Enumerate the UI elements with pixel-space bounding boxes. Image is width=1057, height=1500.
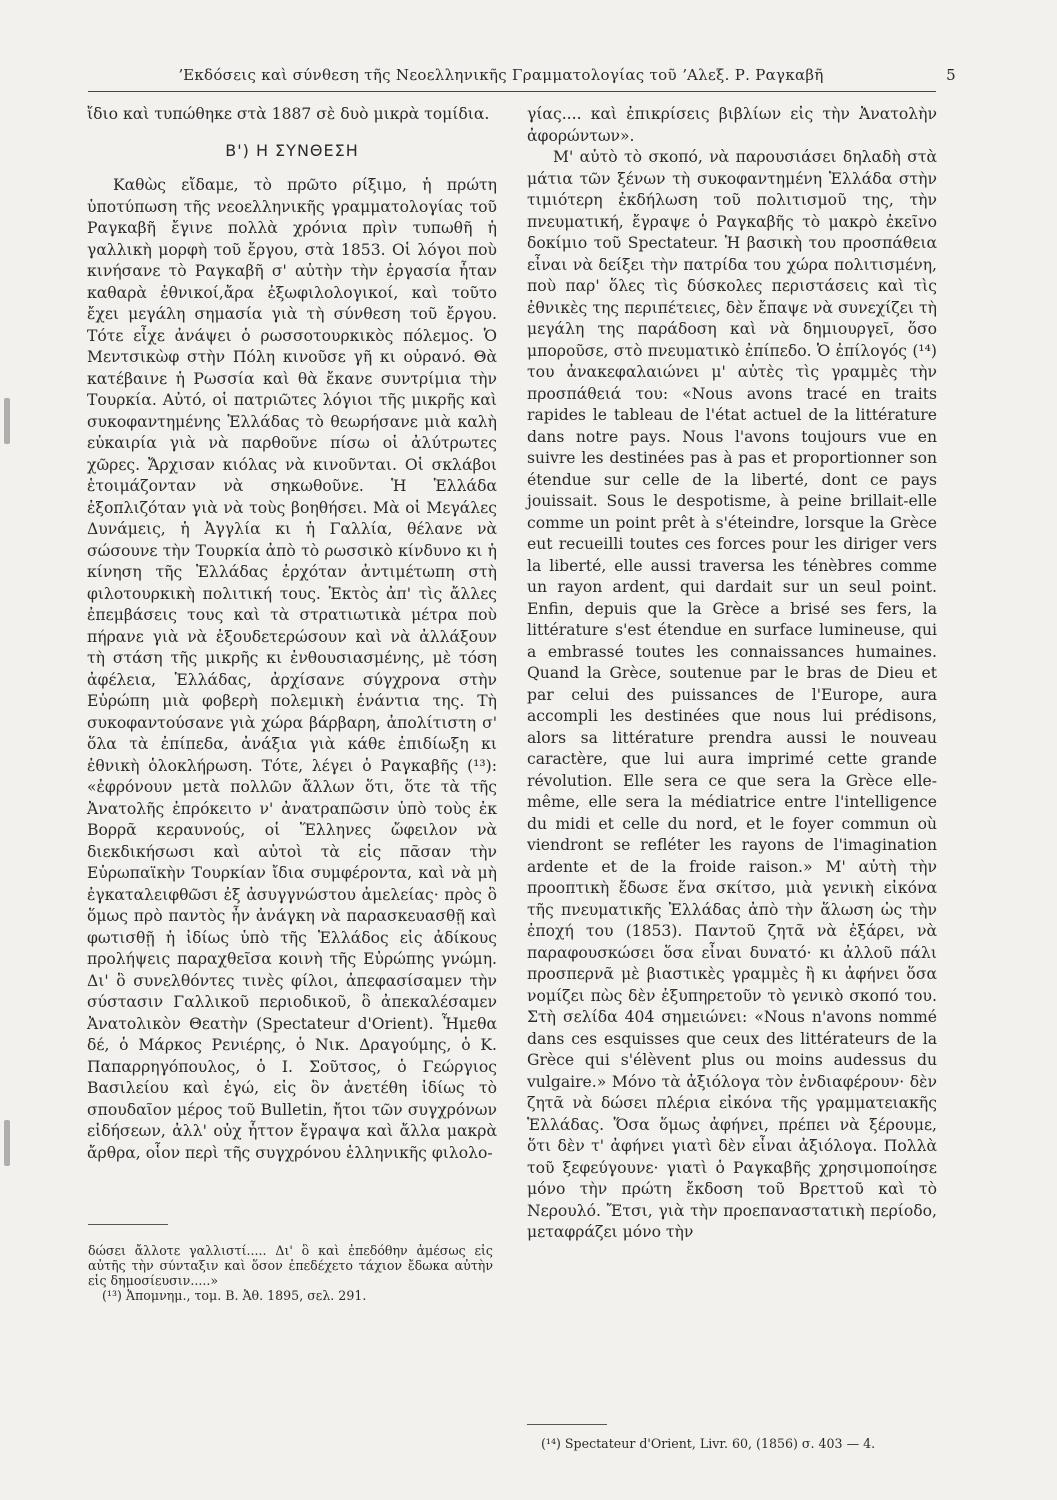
footnote-rule <box>527 1424 607 1425</box>
page-number: 5 <box>946 66 956 84</box>
footnote-rule <box>88 1224 168 1225</box>
body-paragraph-continuation: γίας.... καὶ ἐπικρίσεις βιβλίων εἰς τὴν Ἀνατολὴν ἀφορώντων». <box>527 105 937 145</box>
footnote-13: (¹³) Ἀπομνημ., τομ. Β. Ἀθ. 1895, σελ. 291. <box>102 1288 367 1303</box>
binding-mark <box>4 398 10 444</box>
left-column <box>87 104 497 1164</box>
running-head <box>86 66 956 90</box>
footnote-14: (¹⁴) Spectateur d'Orient, Livr. 60, (1856) σ. 403 — 4. <box>541 1436 876 1451</box>
binding-mark <box>4 1120 10 1166</box>
intro-text: ἴδιο καὶ τυπώθηκε στὰ 1887 σὲ δυὸ μικρὰ τομίδια. <box>87 105 490 123</box>
footnote-continuation: δώσει ἄλλοτε γαλλιστί..... Δι' ὃ καὶ ἐπεδόθην ἀμέσως εἰς αὐτῆς τὴν σύνταξιν καὶ ὅσον ἐπεδέχετο τάχιον ἔδωκα αὐτὴν εἰς δημοσίευσιν.....» <box>88 1243 493 1288</box>
running-title: ʼΕκδόσεις καὶ σύνθεση τῆς Νεοελληνικῆς Γραμματολογίας τοῦ ʼΑλεξ. Ρ. Ραγκαβῆ <box>178 66 824 84</box>
header-rule <box>88 91 936 92</box>
right-column <box>527 104 937 1244</box>
left-footnotes <box>88 1243 493 1303</box>
body-paragraph: Μ' αὐτὸ τὸ σκοπό, νὰ παρουσιάσει δηλαδὴ στὰ μάτια τῶν ξένων τὴ συκοφαντημένη Ἑλλάδα στὴν τιμιότερη ἐκδήλωση τοῦ πολιτισμοῦ της, τὴν πνευματική, ἔγραψε ὁ Ραγκαβῆς τὸ μακρὸ ἐκεῖνο δοκίμιο τοῦ Spectateur. Ἡ βασικὴ του προσπάθεια εἶναι νὰ δείξει τὴν πατρίδα του χώρα πολιτισμένη, ποὺ παρ' ὅλες τὶς δύσκολες περιστάσεις καὶ τὶς ἐθνικὲς της περιπέτειες, δὲν ἔπαψε νὰ συνεχίζει τὴ μεγάλη της παράδοση καὶ νὰ δημιουργεῖ, ὅσο μποροῦσε, στὸ πνευματικὸ ἐπίπεδο. Ὁ ἐπίλογός (¹⁴) του ἀνακεφαλαιώνει μ' αὐτὲς τὶς γραμμὲς τὴν προσπάθειά του: «Nous avons tracé en traits rapides le tableau de l'état actuel de la littérature dans notre pays. Nous l'avons toujours vue en suivre les destinées pas à pas et proportionner son étendue sur celle de la liberté, dont ce pays jouissait. Sous le despotisme, à peine brillait-elle comme un point prêt à s'éteindre, lorsque la Grèce eut recueilli toutes ces forces pour les diriger vers la liberté, elle aussi traversa les ténèbres comme un rayon ardent, qui dardait sur un seul point. Enfin, depuis que la Grèce a brisé ses fers, la littérature s'est étendue en surface lumineuse, qui a embrassé toutes les connaissances humaines. Quand la Grèce, soutenue par le bras de Dieu et par celui des puissances de l'Europe, aura accompli les destinées que nous lui prédisons, alors sa littérature prendra aussi le nouveau caractère, que lui aura imprimé cette grande révolution. Elle sera ce que sera la Grèce elle-même, elle sera la médiatrice entre l'intelligence du midi et celle du nord, et le foyer commun où viendront se refléter les rayons de l'imagination ardente et de la froide raison.» Μ' αὐτὴ τὴν προοπτικὴ ἔδωσε ἕνα σκίτσο, μιὰ γενικὴ εἰκόνα τῆς πνευματικῆς Ἑλλάδας ἀπὸ τὴν ἅλωση ὡς τὴν ἐποχή του (1853). Παντοῦ ζητᾶ νὰ ἐξάρει, νὰ παραφουσκώσει ὅσα εἶναι δυνατό· κι ἀλλοῦ πάλι προσπερνᾶ μὲ βιαστικὲς γραμμὲς ἢ κι ἀφήνει ὅσα νομίζει πὼς δὲν ἐξυπηρετοῦν τὸ γενικὸ σκοπό του. Στὴ σελίδα 404 σημειώνει: «Nous n'avons nommé dans ces esquisses que ceux des littérateurs de la Grèce qui s'élèvent plus ou moins audessus du vulgaire.» Μόνο τὰ ἀξιόλογα τὸν ἐνδιαφέρουν· δὲν ζητᾶ νὰ δώσει πλέρια εἰκόνα τῆς γραμματειακῆς Ἑλλάδας. Ὅσα ὅμως ἀφήνει, πρέπει νὰ ξέρουμε, ὅτι δὲν τ' ἀφήνει γιατὶ δὲν εἶναι ἀξιόλογα. Πολλὰ τοῦ ξεφεύγουνε· γιατὶ ὁ Ραγκαβῆς χρησιμοποίησε μόνο τὴν πρώτη ἔκδοση τοῦ Βρεττοῦ καὶ τὸ Νερουλό. Ἔτσι, γιὰ τὴν προεπαναστατικὴ περίοδο, μεταφράζει μόνο τὴν <box>527 148 937 1241</box>
section-heading: Β') Η ΣΥΝΘΕΣΗ <box>225 140 359 160</box>
body-paragraph: Καθὼς εἴδαμε, τὸ πρῶτο ρίξιμο, ἡ πρώτη ὑποτύπωση τῆς νεοελληνικῆς γραμματολογίας τοῦ Ραγκαβῆ ἔγινε πολλὰ χρόνια πρὶν τυπωθῆ ἡ γαλλικὴ μορφὴ τοῦ ἔργου, στὰ 1853. Οἱ λόγοι ποὺ κινήσανε τὸ Ραγκαβῆ σ' αὐτὴν τὴν ἐργασία ἦταν καθαρὰ ἐθνικοί,ἄρα ἐξωφιλολογικοί, καὶ τοῦτο ἔχει μεγάλη σημασία γιὰ τὴ σύνθεση τοῦ ἔργου. Τότε εἶχε ἀνάψει ὁ ρωσσοτουρκικὸς πόλεμος. Ὁ Μεντσικὼφ στὴν Πόλη κινοῦσε γῆ κι οὐρανό. Θὰ κατέβαινε ἡ Ρωσσία καὶ θὰ ἔκανε συντρίμια τὴν Τουρκία. Αὐτό, οἱ πατριῶτες λόγιοι τῆς μικρῆς καὶ συκοφαντημένης Ἑλλάδας τὸ θεωρήσανε μιὰ καλὴ εὐκαιρία γιὰ νὰ παρθοῦνε πίσω οἱ ἀλύτρωτες χῶρες. Ἄρχισαν κιόλας νὰ κινοῦνται. Οἱ σκλάβοι ἑτοιμάζονταν νὰ σηκωθοῦνε. Ἡ Ἑλλάδα ἐξοπλιζόταν γιὰ νὰ τοὺς βοηθήσει. Μὰ οἱ Μεγάλες Δυνάμεις, ἡ Ἀγγλία κι ἡ Γαλλία, θέλανε νὰ σώσουνε τὴν Τουρκία ἀπὸ τὸ ρωσσικὸ κίνδυνο κι ἡ κίνηση τῆς Ἑλλάδας ἐρχόταν ἀντιμέτωπη στὴ φιλοτουρκικὴ πολιτική τους. Ἐκτὸς ἀπ' τὶς ἄλλες ἐπεμβάσεις τους καὶ τὰ στρατιωτικὰ μέτρα ποὺ πήρανε γιὰ νὰ ἐξουδετερώσουν καὶ νὰ ἀλλάξουν τὴ στάση τῆς μικρῆς κι ἐνθουσιασμένης, μὲ τόση ἀφέλεια, Ἑλλάδας, ἀρχίσανε σύγχρονα στὴν Εὐρώπη μιὰ φοβερὴ πολεμικὴ ἐνάντια της. Τὴ συκοφαντούσανε γιὰ χώρα βάρβαρη, ἀπολίτιστη σ' ὅλα τὰ ἐπίπεδα, ἀνάξια γιὰ κάθε ἐπιδίωξη κι ἐθνικὴ ὁλοκλήρωση. Τότε, λέγει ὁ Ραγκαβῆς (¹³): «ἐφρόνουν μετὰ πολλῶν ἄλλων ὅτι, ὅτε τὰ τῆς Ἀνατολῆς ἐπρόκειτο ν' ἀνατραπῶσιν ὑπὸ τοὺς ἐκ Βορρᾶ κεραυνούς, οἱ Ἕλληνες ὤφειλον νὰ διεκδικήσωσι καὶ αὐτοὶ τὰ εἰς πᾶσαν τὴν Εὐρωπαϊκὴν Τουρκίαν ἴδια συμφέροντα, καὶ νὰ μὴ ἐγκαταλειφθῶσι ἐξ ἀσυγγνώστου ἀμελείας· πρὸς ὃ ὅμως πρὸ παντὸς ἦν ἀνάγκη νὰ παρασκευασθῇ καὶ φωτισθῇ ἡ ἰδίως ὑπὸ τῆς Ἑλλάδος εἰς ἀδίκους προλήψεις παραχθεῖσα κοινὴ τῆς Εὐρώπης γνώμη. Δι' ὃ συνελθόντες τινὲς φίλοι, ἀπεφασίσαμεν τὴν σύστασιν Γαλλικοῦ περιοδικοῦ, ὃ ἀπεκαλέσαμεν Ἀνατολικὸν Θεατὴν (Spectateur d'Orient). Ἦμεθα δέ, ὁ Μάρκος Ρενιέρης, ὁ Νικ. Δραγούμης, ὁ Κ. Παπαρρηγόπουλος, ὁ Ι. Σοῦτσος, ὁ Γεώργιος Βασιλείου καὶ ἐγώ, εἰς ὃν ἀνετέθη ἰδίως τὸ σπουδαῖον μέρος τοῦ Bulletin, ἤτοι τῶν συγχρόνων εἰδήσεων, ἀλλ' οὐχ ἧττον ἔγραψα καὶ ἄλλα μακρὰ ἄρθρα, οἷον περὶ τῆς συγχρόνου ἑλληνικῆς φιλολο- <box>87 176 497 1162</box>
